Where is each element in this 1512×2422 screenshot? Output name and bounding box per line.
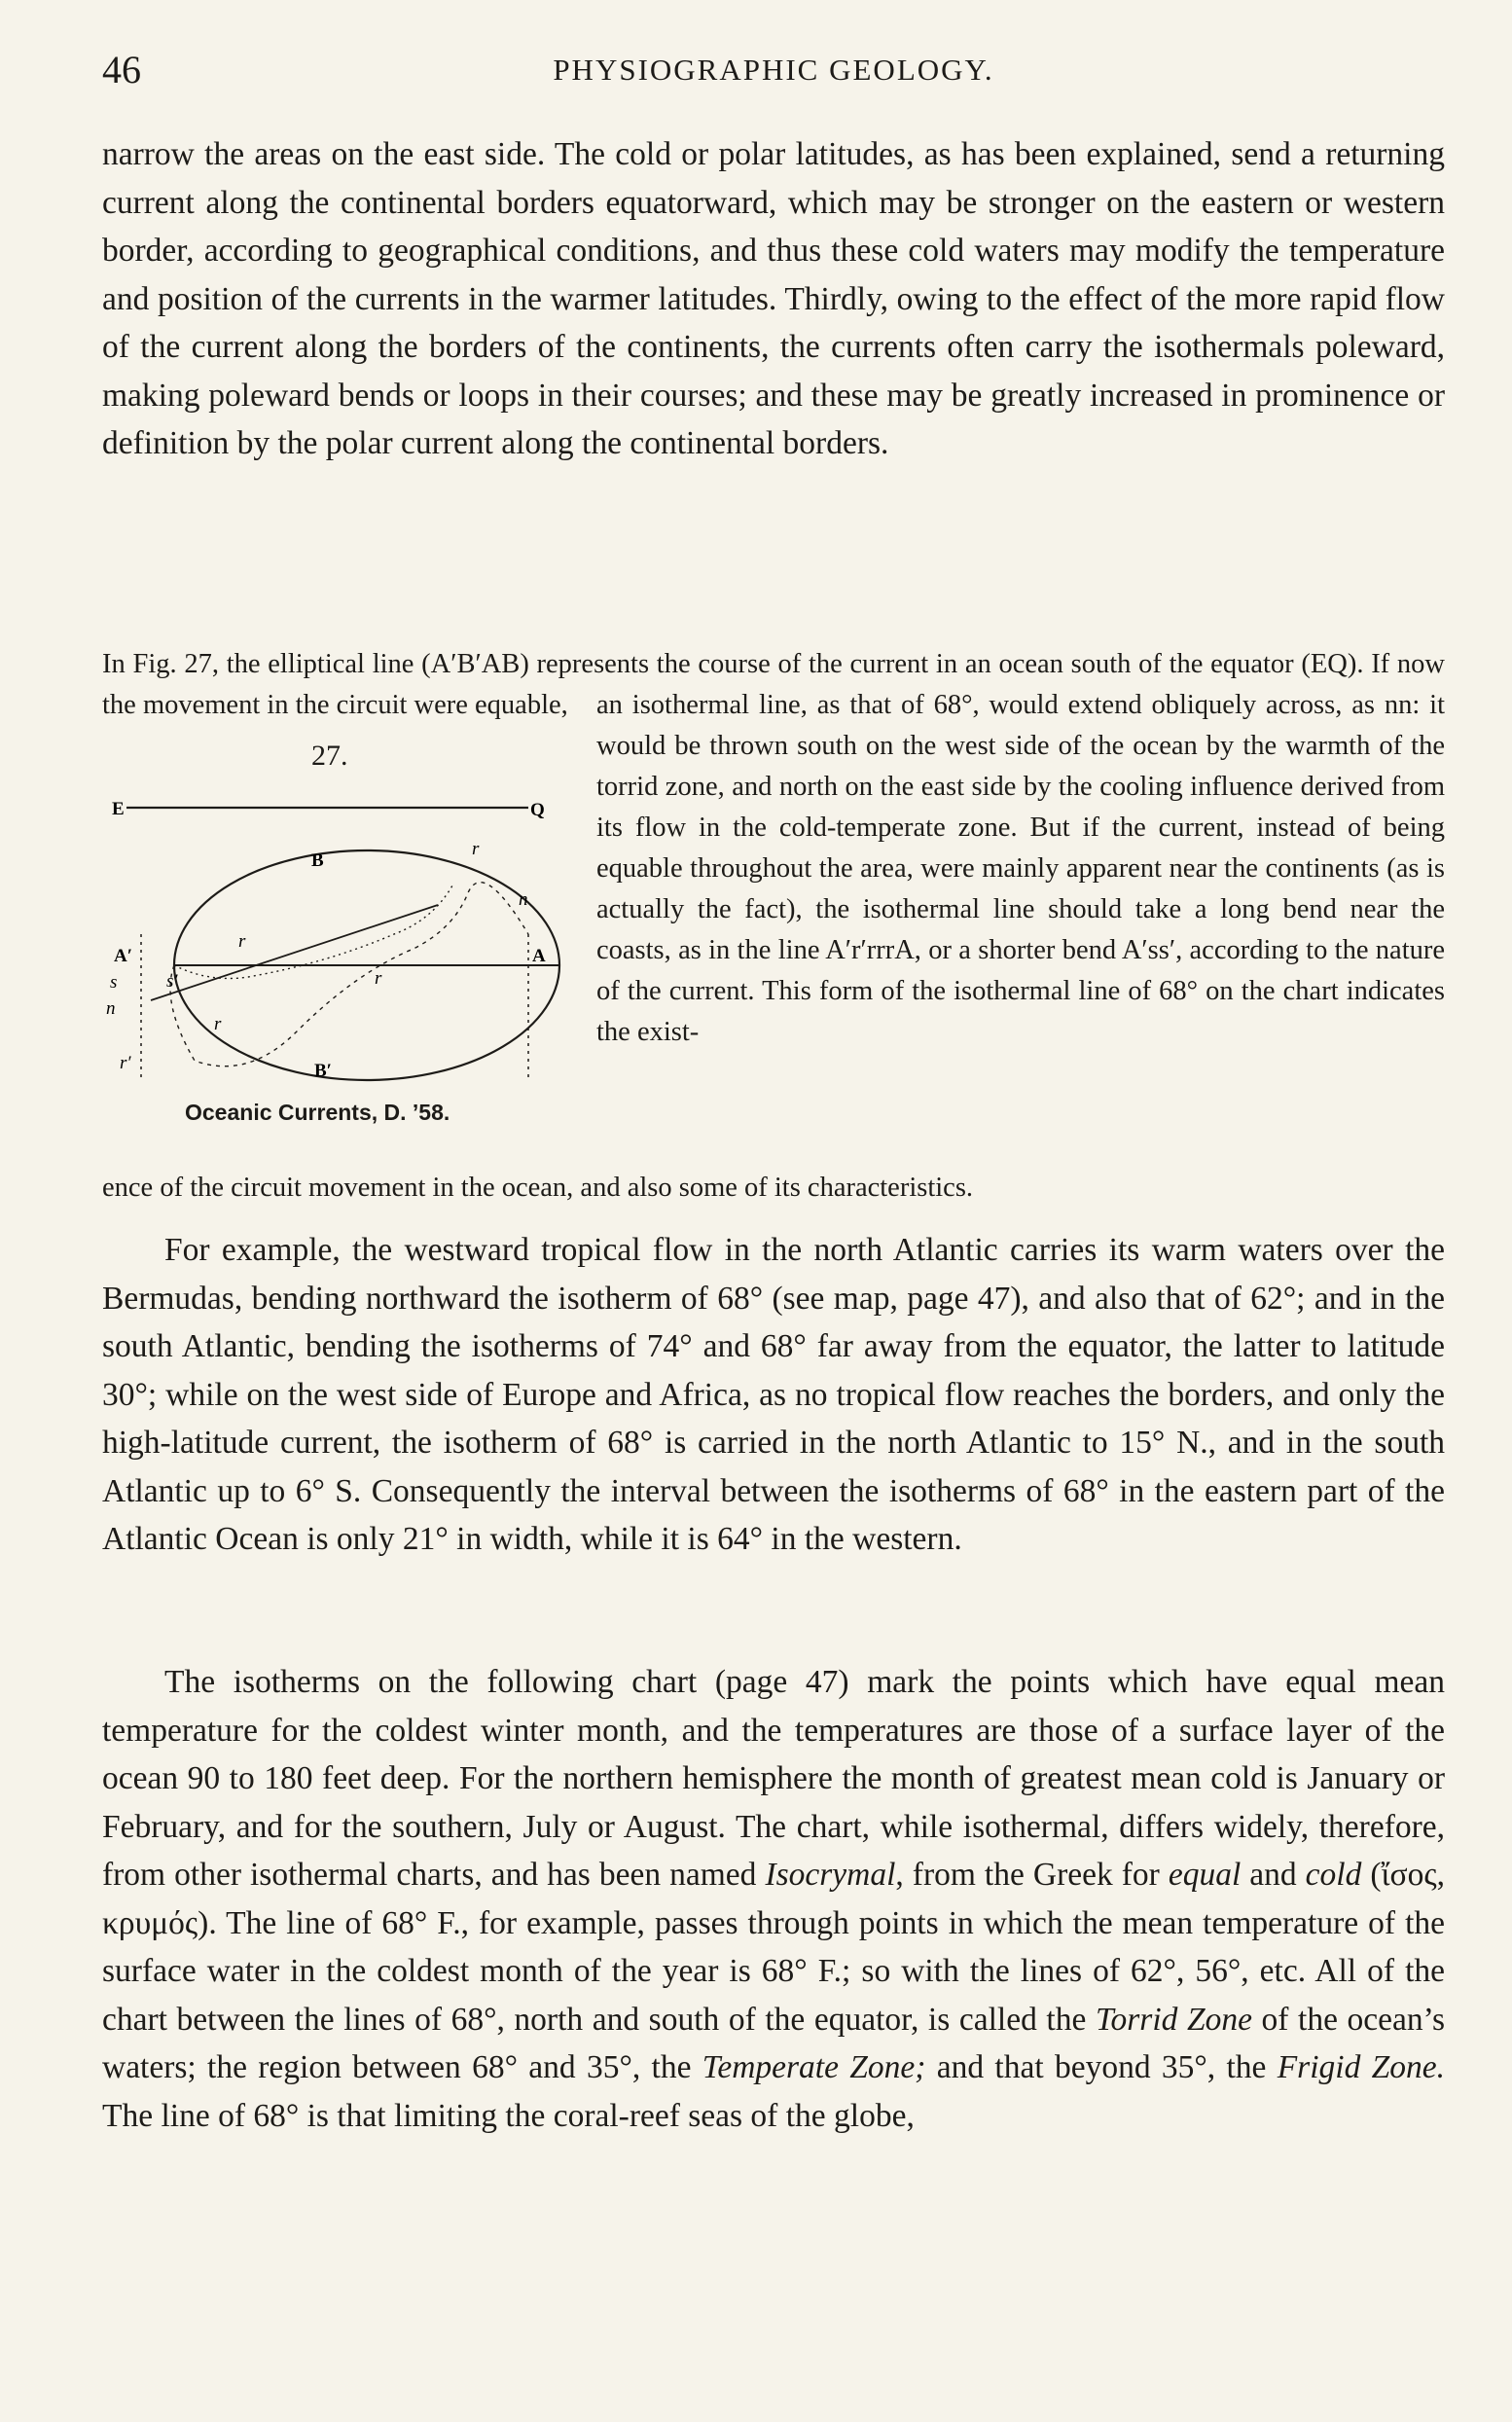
- figure-wrap-text: an isothermal line, as that of 68°, would extend obliquely across, as nn: it would be thrown south on the west side of the ocean by the warmth of the torrid zone, and north on the east side by the cooling influence derived from its flow in the cold-temperate zone. But if the current, instead of being equable throughout the area, were mainly apparent near the continents (as is actually the fact), the isothermal line should take a long bend near the coasts, as in the line A′r′rrrA, or a shorter bend A′ss′, according to the nature of the current. This form of the isothermal line of 68° on the chart indicates the exist-: [596, 690, 1445, 1047]
- figure-number: 27.: [311, 740, 348, 772]
- label-s: s: [110, 972, 118, 993]
- figure-caption: Oceanic Currents, D. ’58.: [185, 1100, 450, 1125]
- page-number: 46: [102, 48, 141, 91]
- ocean-circuit-diagram: [102, 740, 589, 1100]
- isotherm-nn: [151, 905, 438, 1000]
- p3-text-4: (ἴσος, κρυμός). The line of 68° F., for example, passes through points in which the mean temperature of the surface water in the coldest month of the year is 68° F.; so with the lines of 62°, 56°, etc. All of the chart between the lines of 68°, north and south of the equator, is called the: [102, 1857, 1445, 2038]
- figure-tail-text: ence of the circuit movement in the ocean, and also some of its characteristics.: [102, 1173, 974, 1203]
- paragraph-3: [102, 1658, 1445, 2140]
- label-b: B: [311, 850, 324, 871]
- term-frigid-zone: Frigid Zone.: [1277, 2049, 1445, 2085]
- label-a-prime: A′: [114, 946, 133, 966]
- label-s-prime: s′: [166, 971, 178, 992]
- label-r-left: r: [238, 931, 246, 952]
- p3-text-1: The isotherms on the following chart (page 47) mark the points which have equal mean temperature for the coldest winter month, and the temperatures are those of a surface layer of the ocean 90 to 180 feet deep. For the northern hemisphere the month of greatest mean cold is January or February, and for the southern, July or August. The chart, while isothermal, differs widely, therefore, from other isothermal charts, and has been named: [102, 1664, 1445, 1893]
- isotherm-long-bend: [170, 883, 528, 1066]
- label-b-prime: B′: [314, 1061, 333, 1081]
- label-n-west: n: [106, 998, 116, 1019]
- paragraph-1: narrow the areas on the east side. The cold or polar latitudes, as has been explained, send a returning current along the continental borders equatorward, which may be stronger on the eastern or western border, according to geographical conditions, and thus these cold waters may modify the temperature and position of the currents in the warmer latitudes. Thirdly, owing to the effect of the more rapid flow of the current along the borders of the continents, the currents often carry the isothermals poleward, making poleward bends or loops in their courses; and these may be greatly increased in prominence or definition by the polar current along the continental borders.: [102, 136, 1445, 461]
- p3-text-5: of the ocean’s waters; the region between 68° and 35°, the: [102, 2001, 1446, 2085]
- figure-intro-text: In Fig. 27, the elliptical line (A′B′AB) represents the course of the current in an ocean south of the equator (EQ). If now the movement in the circuit were equable,: [102, 649, 1445, 720]
- term-isocrymal: Isocrymal: [765, 1857, 896, 1893]
- p3-text-6: and that beyond 35°, the: [925, 2049, 1278, 2085]
- term-temperate-zone: Temperate Zone;: [702, 2049, 926, 2085]
- label-r-prime: r′: [120, 1053, 131, 1073]
- running-head: PHYSIOGRAPHIC GEOLOGY.: [553, 53, 994, 87]
- term-equal: equal: [1168, 1857, 1242, 1893]
- label-r-low: r: [214, 1014, 222, 1034]
- label-q: Q: [530, 800, 545, 820]
- figure-27: [102, 740, 589, 1139]
- label-e: E: [112, 799, 125, 819]
- p3-text-2: , from the Greek for: [895, 1857, 1169, 1893]
- label-r-top: r: [472, 839, 480, 859]
- label-r-mid: r: [375, 968, 382, 989]
- p3-text-3: and: [1241, 1857, 1306, 1893]
- label-n-east: n: [519, 889, 528, 910]
- paragraph-2: For example, the westward tropical flow in the north Atlantic carries its warm waters over the Bermudas, bending northward the isotherm of 68° (see map, page 47), and also that of 62°; and in the south Atlantic, bending the isotherms of 74° and 68° far away from the equator, the latter to latitude 30°; while on the west side of Europe and Africa, as no tropical flow reaches the borders, and only the high-latitude current, the isotherm of 68° is carried in the north Atlantic to 15° N., and in the south Atlantic up to 6° S. Consequently the interval between the isotherms of 68° in the eastern part of the Atlantic Ocean is only 21° in width, while it is 64° in the western.: [102, 1232, 1445, 1557]
- page-header: [102, 47, 1445, 105]
- label-a: A: [532, 946, 546, 966]
- p3-text-7: The line of 68° is that limiting the coral-reef seas of the globe,: [102, 2097, 915, 2134]
- term-cold: cold: [1305, 1857, 1362, 1893]
- term-torrid-zone: Torrid Zone: [1095, 2001, 1252, 2038]
